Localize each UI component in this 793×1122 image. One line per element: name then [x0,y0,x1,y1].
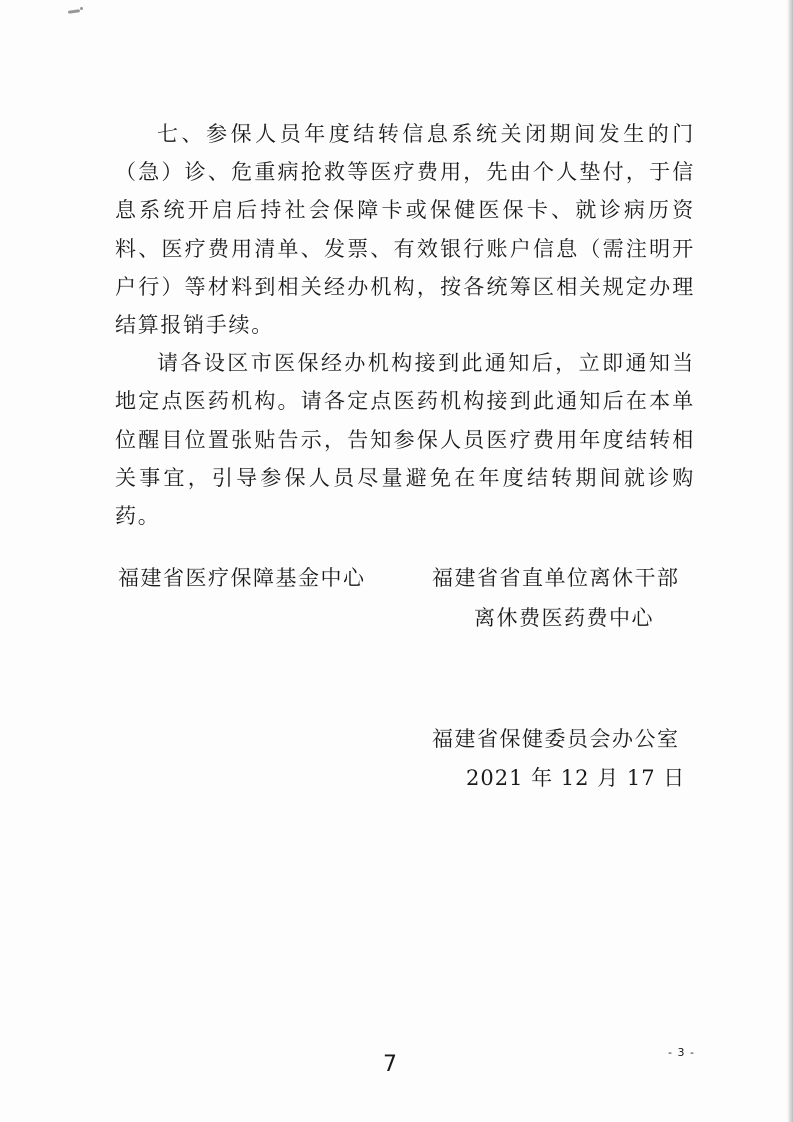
signature-org-2-line-1: 福建省省直单位离休干部 [432,566,680,590]
scan-speck [68,9,80,14]
signature-date: 2021 年 12 月 17 日 [466,766,686,790]
signature-org-2-line-2: 离休费医药费中心 [474,606,654,630]
page-number-bottom: 7 [383,1052,397,1077]
body-text [115,115,695,535]
signature-org-1: 福建省医疗保障基金中心 [118,566,366,590]
paragraph-seven: 七、参保人员年度结转信息系统关闭期间发生的门（急）诊、危重病抢救等医疗费用，先由个人垫付，于信息系统开启后持社会保障卡或保健医保卡、就诊病历资料、医疗费用清单、发票、有效银行账户信息（需注明开户行）等材料到相关经办机构，按各统筹区相关规定办理结算报销手续。 [115,122,695,338]
page-edge-shadow [787,0,793,1122]
scan-dot [80,7,83,10]
page-number-right: - 3 - [668,1046,695,1059]
paragraph-notice: 请各设区市医保经办机构接到此通知后，立即通知当地定点医药机构。请各定点医药机构接到此通知后在本单位醒目位置张贴告示，告知参保人员医疗费用年度结转相关事宜，引导参保人员尽量避免在年度结转期间就诊购药。 [115,351,695,529]
signature-org-3: 福建省保健委员会办公室 [432,727,680,751]
